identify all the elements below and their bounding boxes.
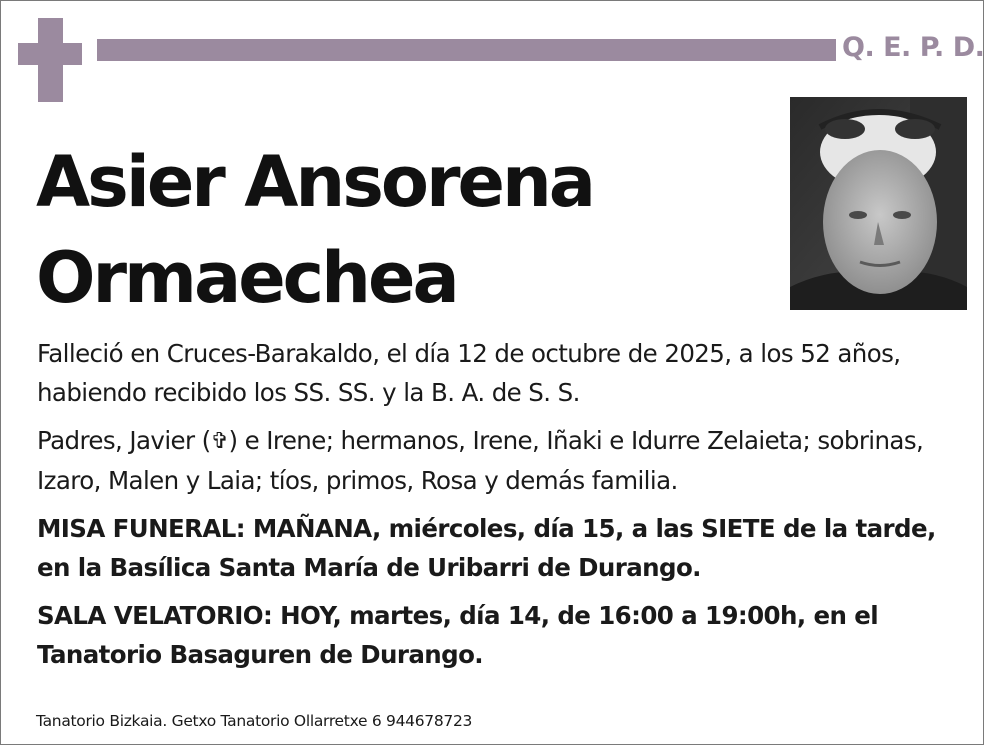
header-rule: [97, 39, 836, 61]
family-text-start: Padres, Javier (: [37, 426, 211, 455]
qepd-label: Q. E. P. D.: [842, 32, 984, 63]
wake-room: SALA VELATORIO: HOY, martes, día 14, de 16:00 a 19:00h, en el Tanatorio Basaguren de Durango.: [37, 601, 879, 669]
deceased-name: [36, 134, 593, 326]
funeral-home-footer: Tanatorio Bizkaia. Getxo Tanatorio Ollarretxe 6 944678723: [36, 712, 473, 730]
family-text-end: ) e Irene; hermanos, Irene, Iñaki e Idurre Zelaieta; sobrinas, Izaro, Malen y Laia; tíos, primos, Rosa y demás familia.: [37, 426, 924, 495]
name-line-2: Ormaechea: [36, 237, 457, 319]
name-line-1: Asier Ansorena: [36, 141, 594, 223]
notice-body: [37, 335, 957, 684]
cross-icon-bar: [18, 43, 82, 65]
deceased-cross-icon: ✞: [210, 429, 229, 454]
death-notice: Falleció en Cruces-Barakaldo, el día 12 de octubre de 2025, a los 52 años, habiendo recibido los SS. SS. y la B. A. de S. S.: [37, 339, 901, 407]
deceased-photo: [790, 97, 967, 310]
funeral-mass: MISA FUNERAL: MAÑANA, miércoles, día 15, a las SIETE de la tarde, en la Basílica Santa María de Uribarri de Durango.: [37, 514, 936, 582]
family-list: [37, 422, 957, 500]
